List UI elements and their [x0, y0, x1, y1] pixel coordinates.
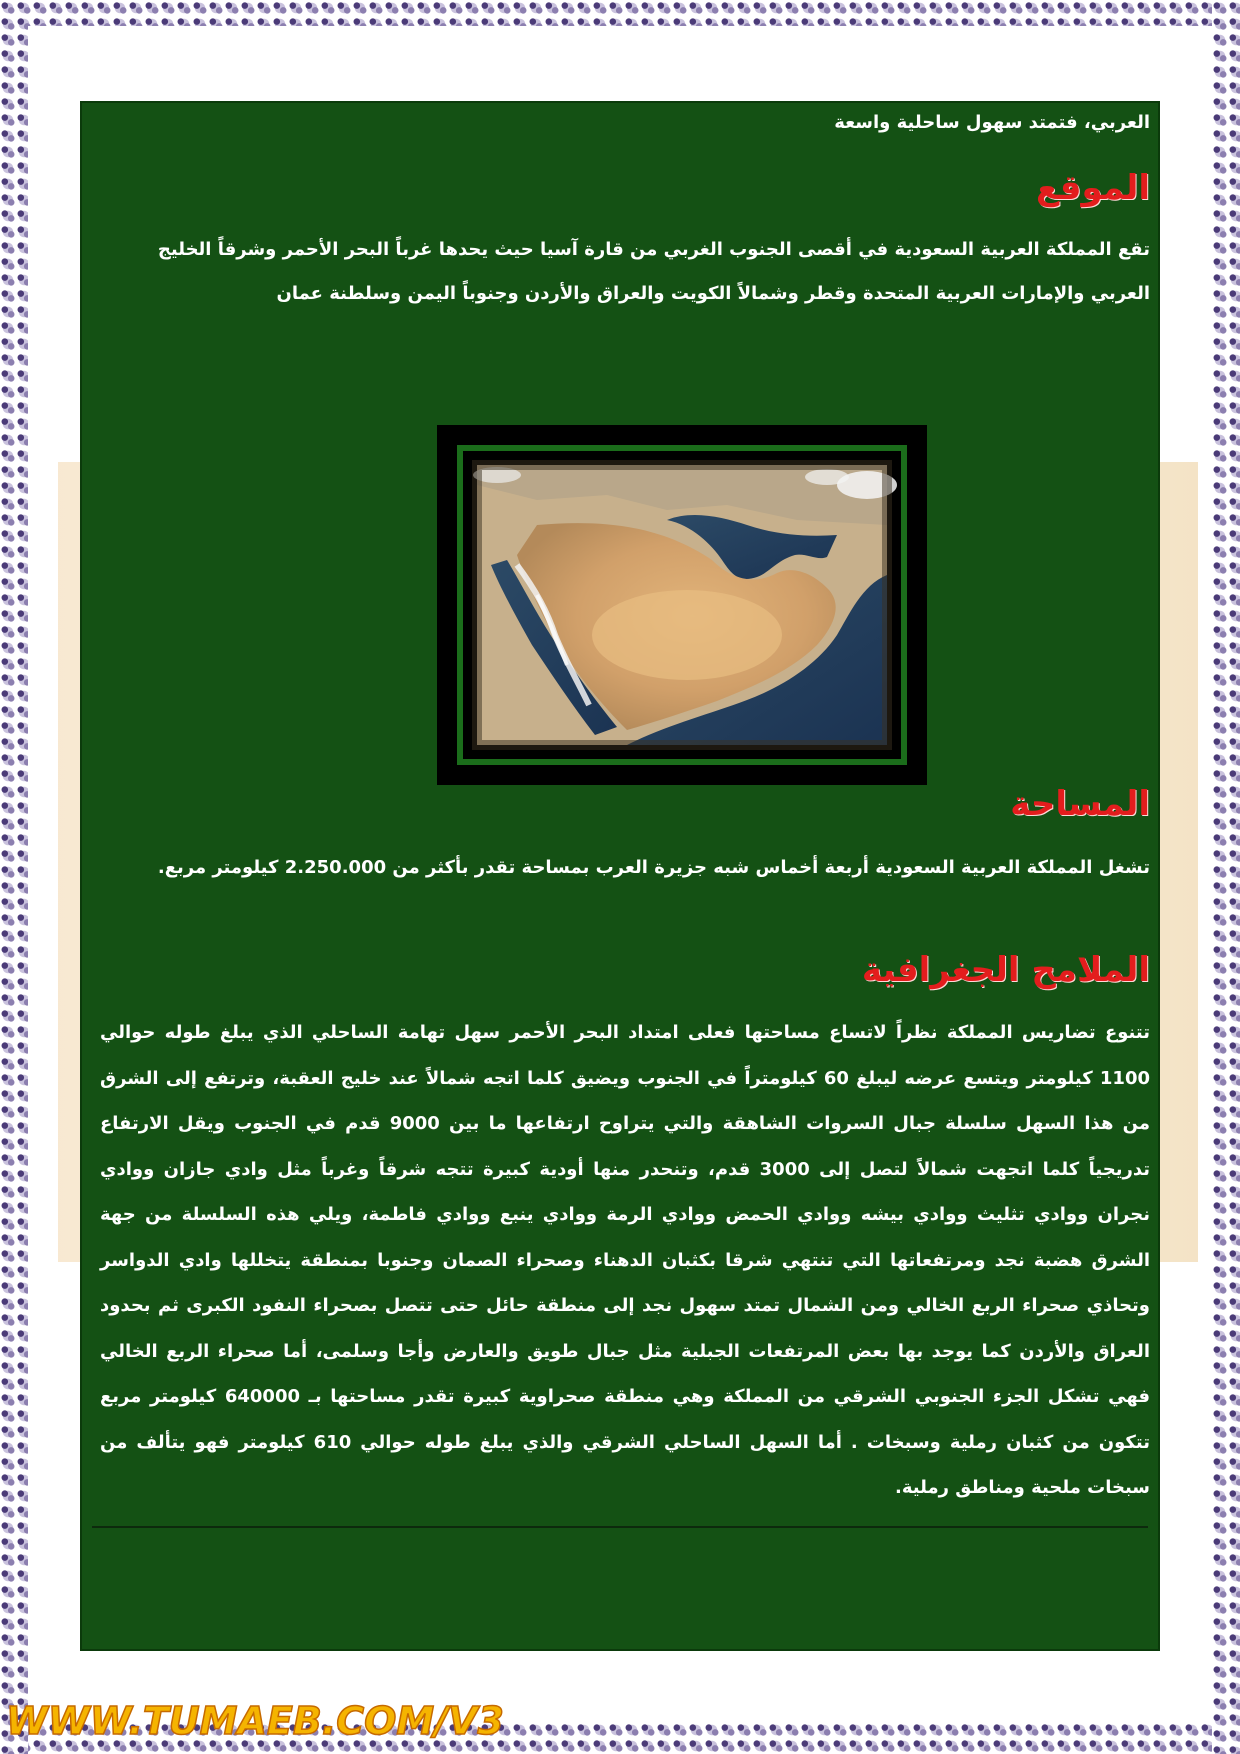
- ornamental-border-right: [1212, 0, 1240, 1754]
- area-paragraph: تشغل المملكة العربية السعودية أربعة أخماس شبه جزيرة العرب بمساحة تقدر بأكثر من 2.250.000 كيلومتر مربع.: [157, 857, 1150, 878]
- arabian-peninsula-satellite-image: [477, 465, 887, 745]
- location-paragraph: تقع المملكة العربية السعودية في أقصى الجنوب الغربي من قارة آسيا حيث يحدها غرباً البحر الأحمر وشرقاً الخليج العربي والإمارات العربية المتحدة وقطر وشمالاً الكويت والعراق والأردن وجنوباً اليمن وسلطنة عمان: [157, 239, 1150, 304]
- geography-paragraph: تتنوع تضاريس المملكة نظراً لاتساع مساحتها فعلى امتداد البحر الأحمر سهل تهامة الساحلي الذي يبلغ طوله حوالي 1100 كيلومتر ويتسع عرضه ليبلغ 60 كيلومتراً في الجنوب ويضيق كلما اتجه شمالاً عند خليج العقبة، وترتفع إلى الشرق من هذا السهل سلسلة جبال السروات الشاهقة والتي يتراوح ارتفاعها ما بين 9000 قدم في الجنوب ويقل الارتفاع تدريجياً كلما اتجهت شمالاً لتصل إلى 3000 قدم، وتنحدر منها أودية كبيرة تتجه شرقاً وغرباً مثل وادي جازان ووادي نجران ووادي تثليث ووادي بيشه ووادي الحمض ووادي الرمة ووادي ينبع ووادي فاطمة، ويلي هذه السلسلة من جهة الشرق هضبة نجد ومرتفعاتها التي تنتهي شرقا بكثبان الدهناء وصحراء الصمان وجنوبا بمنطقة يتخللها وادي الدواسر وتحاذي صحراء الربع الخالي ومن الشمال تمتد سهول نجد إلى منطقة حائل حتى تتصل بصحراء النفود الكبرى ثم بحدود العراق والأردن كما يوجد بها بعض المرتفعات الجبلية مثل جبال طويق والعارض وأجا وسلمى، أما صحراء الربع الخالي فهي تشكل الجزء الجنوبي الشرقي من المملكة وهي منطقة صحراوية كبيرة تقدر مساحتها بـ 640000 كيلومتر مربع تتكون من كثبان رملية وسبخات . أما السهل الساحلي الشرقي والذي يبلغ طوله حوالي 610 كيلومتر فهو يتألف من سبخات ملحية ومناطق رملية.: [100, 1022, 1151, 1498]
- watermark-text: WWW.TUMAEB.COM/V3: [6, 1699, 504, 1743]
- site-watermark-logo: [2, 1690, 504, 1746]
- intro-line: العربي، فتمتد سهول ساحلية واسعة: [834, 112, 1150, 133]
- section-divider: [92, 1526, 1148, 1528]
- ornamental-border-top: [0, 0, 1240, 26]
- ornamental-border-left: [0, 0, 28, 1754]
- map-frame: [437, 425, 927, 785]
- geography-heading: الملامح الجغرافية: [861, 950, 1150, 990]
- area-heading: المساحة: [1010, 784, 1150, 824]
- location-heading: الموقع: [1035, 168, 1150, 208]
